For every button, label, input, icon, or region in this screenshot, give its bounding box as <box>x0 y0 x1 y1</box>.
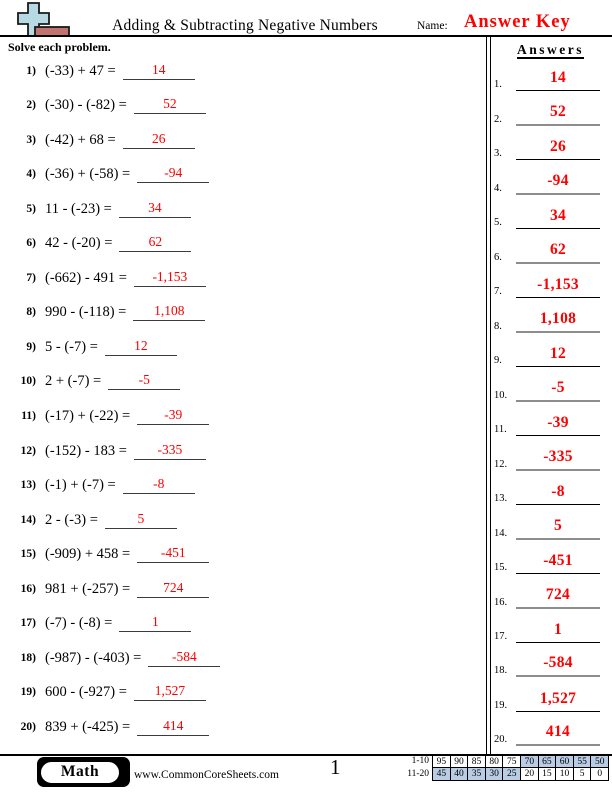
problem-number: 19) <box>20 686 36 699</box>
problem-expression: 11 - (-23) = <box>45 200 112 217</box>
problem-number: 8) <box>26 306 36 319</box>
grade-cell: 65 <box>538 755 557 769</box>
problem-row <box>10 529 480 564</box>
problem-expression: (-7) - (-8) = <box>45 615 113 632</box>
answer-value: 14 <box>549 69 567 87</box>
problem-answer-value: -94 <box>164 165 183 181</box>
problem-answer-blank <box>137 544 209 563</box>
grade-cell: 50 <box>590 755 609 769</box>
problem-row <box>10 114 480 149</box>
answer-key-label: Answer Key <box>464 12 571 32</box>
answer-value: 724 <box>545 585 571 603</box>
problem-expression: (-30) - (-82) = <box>45 97 127 114</box>
answer-row <box>494 677 607 711</box>
problem-number: 2) <box>26 99 36 112</box>
problem-number: 11) <box>21 410 36 423</box>
answer-blank <box>516 586 600 609</box>
grade-cell: 60 <box>555 755 574 769</box>
answer-value: -1,153 <box>537 276 579 294</box>
problem-answer-blank <box>134 441 206 460</box>
problem-answer-blank <box>105 337 177 356</box>
problem-expression: (-36) + (-58) = <box>45 166 131 183</box>
problem-answer-value: 1 <box>151 614 159 630</box>
problem-row <box>10 218 480 253</box>
grading-table <box>397 755 609 782</box>
answer-row <box>494 229 607 263</box>
grade-cell: 0 <box>590 767 609 781</box>
page-number: 1 <box>330 755 341 779</box>
problem-number: 13) <box>20 479 36 492</box>
answer-number: 15. <box>494 562 508 574</box>
subject-label: Math <box>39 760 121 785</box>
answer-value: 1,527 <box>539 689 577 707</box>
problem-answer-blank <box>108 371 180 390</box>
answer-row <box>494 91 607 125</box>
answer-blank <box>516 621 600 643</box>
answer-value: 1 <box>553 620 563 638</box>
problem-answer-blank <box>119 199 191 218</box>
problem-row <box>10 183 480 218</box>
answer-number: 7. <box>494 286 502 298</box>
problem-answer-value: 52 <box>163 96 177 112</box>
plus-minus-icon <box>12 2 74 37</box>
answer-row <box>494 574 607 608</box>
problem-expression: 2 - (-3) = <box>45 511 98 528</box>
answer-row <box>494 436 607 470</box>
problem-answer-value: -39 <box>164 407 183 423</box>
answer-row <box>494 471 607 505</box>
answer-value: 5 <box>553 516 563 534</box>
answer-row <box>494 57 607 91</box>
page-title: Adding & Subtracting Negative Numbers <box>112 17 378 34</box>
problem-answer-value: -584 <box>171 648 197 664</box>
answers-heading: Answers <box>517 42 584 57</box>
answer-row <box>494 505 607 539</box>
problem-answer-blank <box>134 95 206 114</box>
problem-expression: (-17) + (-22) = <box>45 408 131 425</box>
website-text: www.CommonCoreSheets.com <box>134 769 279 781</box>
problem-number: 17) <box>20 617 36 630</box>
problem-answer-value: 5 <box>137 510 145 526</box>
answer-row <box>494 126 607 160</box>
problem-answer-blank <box>119 233 191 252</box>
answer-value: -335 <box>543 447 573 465</box>
header-rule <box>0 35 612 37</box>
answer-number: 20. <box>494 734 508 746</box>
problem-number: 9) <box>26 340 36 353</box>
problem-expression: (-33) + 47 = <box>45 62 116 79</box>
answer-value: -94 <box>547 171 569 189</box>
answers-list <box>494 57 607 746</box>
answer-blank <box>516 654 600 677</box>
problem-number: 18) <box>20 651 36 664</box>
problem-number: 20) <box>20 720 36 733</box>
answer-number: 14. <box>494 527 508 539</box>
grade-row <box>397 755 609 769</box>
problem-number: 3) <box>26 133 36 146</box>
answer-row <box>494 333 607 367</box>
grade-cell: 30 <box>485 767 504 781</box>
answer-value: -39 <box>547 414 569 432</box>
answer-row <box>494 298 607 332</box>
problem-row <box>10 701 480 736</box>
grade-range-label: 11-20 <box>407 769 430 779</box>
problem-answer-blank <box>105 510 177 529</box>
grade-cell: 90 <box>450 755 469 769</box>
grade-cell: 5 <box>573 767 592 781</box>
answer-row <box>494 540 607 574</box>
answer-blank <box>516 690 600 712</box>
answer-number: 4. <box>494 182 502 194</box>
answer-blank <box>516 723 600 746</box>
problem-row <box>10 563 480 598</box>
grade-cell: 75 <box>502 755 521 769</box>
problem-answer-blank <box>137 164 209 183</box>
grade-cell: 15 <box>538 767 557 781</box>
problem-answer-blank <box>137 406 209 425</box>
problem-answer-value: -5 <box>138 372 150 388</box>
problem-number: 12) <box>20 444 36 457</box>
answer-number: 9. <box>494 355 502 367</box>
problem-expression: 5 - (-7) = <box>45 338 98 355</box>
answer-blank <box>516 172 600 195</box>
answer-number: 2. <box>494 113 502 125</box>
grade-cell: 35 <box>467 767 486 781</box>
answer-number: 19. <box>494 699 508 711</box>
problem-answer-value: 1,108 <box>154 303 185 319</box>
problem-answer-value: 34 <box>148 199 162 215</box>
problem-answer-blank <box>134 268 206 287</box>
answer-blank <box>516 483 600 505</box>
problem-number: 7) <box>26 271 36 284</box>
instructions-text: Solve each problem. <box>8 40 111 54</box>
problem-row <box>10 321 480 356</box>
problem-answer-value: -451 <box>160 545 186 561</box>
problem-expression: (-987) - (-403) = <box>45 649 142 666</box>
grade-cell: 95 <box>432 755 451 769</box>
problem-answer-value: 724 <box>163 579 184 595</box>
answer-value: 62 <box>549 240 567 258</box>
problem-answer-value: 1,527 <box>154 683 186 699</box>
grade-cell: 55 <box>573 755 592 769</box>
problem-row <box>10 149 480 184</box>
answer-blank <box>516 310 600 333</box>
answer-row <box>494 195 607 229</box>
answer-value: -584 <box>543 654 573 672</box>
grade-cell: 70 <box>520 755 539 769</box>
problem-row <box>10 494 480 529</box>
answer-blank <box>516 414 600 436</box>
answer-blank <box>516 241 600 264</box>
problem-answer-value: -1,153 <box>152 268 188 284</box>
answer-row <box>494 712 607 746</box>
problem-row <box>10 632 480 667</box>
grade-cell: 25 <box>502 767 521 781</box>
answer-number: 11. <box>494 424 507 436</box>
grade-cell: 85 <box>467 755 486 769</box>
problem-number: 14) <box>20 513 36 526</box>
answer-number: 10. <box>494 389 508 401</box>
problems-list <box>10 45 480 736</box>
answer-value: -8 <box>551 483 565 501</box>
problem-number: 6) <box>26 237 36 250</box>
answer-number: 12. <box>494 458 508 470</box>
answer-blank <box>516 207 600 229</box>
answer-row <box>494 609 607 643</box>
answer-blank <box>516 379 600 402</box>
problem-answer-blank <box>123 61 195 80</box>
problem-row <box>10 287 480 322</box>
answer-number: 1. <box>494 79 502 91</box>
answer-value: 34 <box>549 207 567 225</box>
answer-blank <box>516 552 600 574</box>
answer-value: 12 <box>549 345 567 363</box>
problem-row <box>10 425 480 460</box>
problem-number: 10) <box>20 375 36 388</box>
answer-blank <box>516 448 600 471</box>
answer-row <box>494 264 607 298</box>
problem-expression: 981 + (-257) = <box>45 580 131 597</box>
problem-number: 5) <box>26 202 36 215</box>
problem-answer-blank <box>134 682 206 701</box>
problem-row <box>10 598 480 633</box>
problem-answer-value: -8 <box>153 476 165 492</box>
problem-answer-blank <box>137 579 209 598</box>
answer-blank <box>516 517 600 540</box>
problem-expression: (-42) + 68 = <box>45 131 116 148</box>
answer-value: 26 <box>549 138 567 156</box>
name-label: Name: <box>417 20 448 32</box>
grade-range-label: 1-10 <box>411 755 430 766</box>
problem-expression: 42 - (-20) = <box>45 235 113 252</box>
problem-answer-value: 414 <box>163 717 184 733</box>
problem-row <box>10 356 480 391</box>
answer-number: 13. <box>494 493 508 505</box>
problem-answer-blank <box>137 717 209 736</box>
answer-row <box>494 643 607 677</box>
answer-number: 18. <box>494 665 508 677</box>
answer-blank <box>516 69 600 91</box>
problem-expression: (-909) + 458 = <box>45 546 131 563</box>
subject-badge <box>37 757 130 787</box>
grade-cell: 40 <box>450 767 469 781</box>
problem-expression: 990 - (-118) = <box>45 304 127 321</box>
answer-number: 5. <box>494 217 502 229</box>
problem-row <box>10 460 480 495</box>
answer-number: 3. <box>494 148 502 160</box>
column-divider <box>486 36 491 755</box>
problem-answer-blank <box>123 475 195 494</box>
answer-blank <box>516 345 600 367</box>
answer-row <box>494 367 607 401</box>
problem-row <box>10 667 480 702</box>
problem-answer-blank <box>133 302 205 321</box>
problem-expression: 600 - (-927) = <box>45 684 127 701</box>
grade-cell: 20 <box>520 767 539 781</box>
problem-expression: (-1) + (-7) = <box>45 477 116 494</box>
problem-row <box>10 252 480 287</box>
problem-row <box>10 390 480 425</box>
problem-expression: (-662) - 491 = <box>45 269 127 286</box>
answer-blank <box>516 103 600 126</box>
problem-answer-blank <box>119 613 191 632</box>
answer-number: 6. <box>494 251 502 263</box>
problem-answer-blank <box>123 130 195 149</box>
answer-value: 1,108 <box>539 309 577 327</box>
answer-blank <box>516 276 600 298</box>
problem-expression: 2 + (-7) = <box>45 373 102 390</box>
problem-row <box>10 45 480 80</box>
problem-expression: (-152) - 183 = <box>45 442 127 459</box>
answer-row <box>494 402 607 436</box>
answer-number: 17. <box>494 630 508 642</box>
problem-number: 15) <box>20 548 36 561</box>
problem-answer-value: 62 <box>148 234 163 250</box>
problem-answer-blank <box>148 648 220 667</box>
answer-row <box>494 160 607 194</box>
problem-answer-value: 12 <box>134 337 148 353</box>
problem-row <box>10 80 480 115</box>
problem-number: 4) <box>26 168 36 181</box>
answer-value: -5 <box>551 378 565 396</box>
grade-cell: 10 <box>555 767 574 781</box>
problem-answer-value: 26 <box>151 130 166 146</box>
answer-value: -451 <box>543 552 573 570</box>
problem-number: 1) <box>26 64 36 77</box>
answer-blank <box>516 138 600 160</box>
grade-cell: 80 <box>485 755 504 769</box>
grade-cell: 45 <box>432 767 451 781</box>
answer-value: 52 <box>549 102 567 120</box>
problem-expression: 839 + (-425) = <box>45 718 131 735</box>
problem-answer-value: 14 <box>151 61 166 77</box>
grade-row <box>397 768 609 782</box>
answer-number: 16. <box>494 596 508 608</box>
problem-answer-value: -335 <box>157 441 183 457</box>
answer-number: 8. <box>494 320 502 332</box>
answer-value: 414 <box>545 723 571 741</box>
problem-number: 16) <box>20 582 36 595</box>
